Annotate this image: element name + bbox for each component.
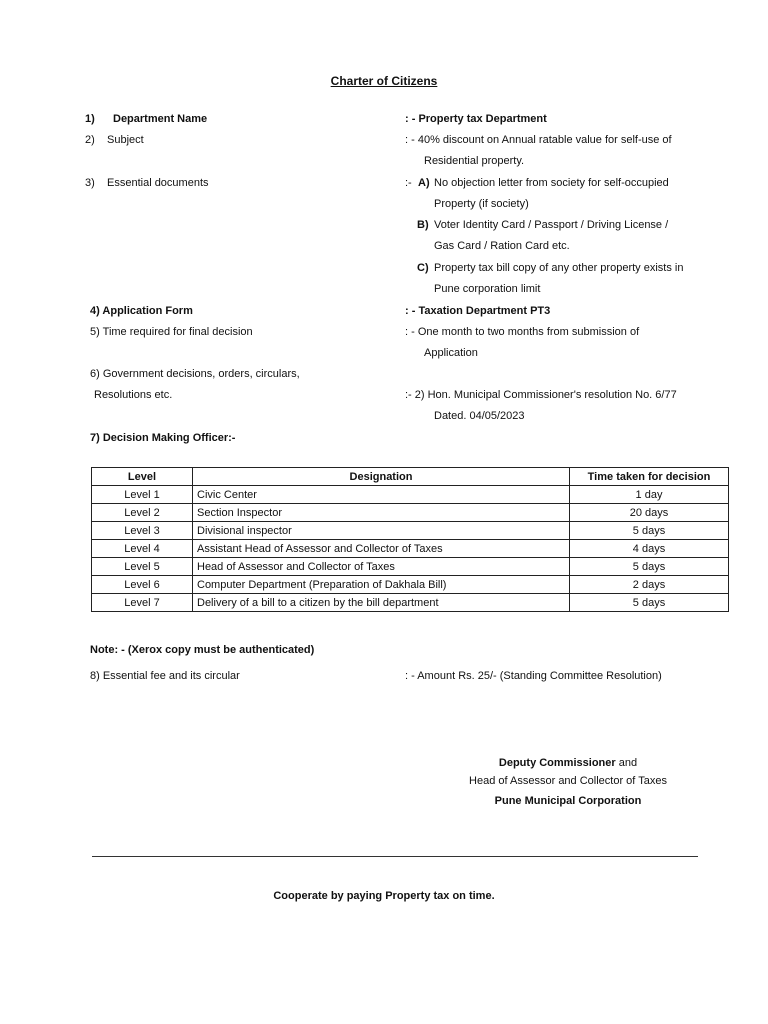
item2-value-line1: : - 40% discount on Annual ratable value for self-use of xyxy=(405,134,672,146)
cell-designation: Divisional inspector xyxy=(193,522,570,540)
divider-line xyxy=(92,856,698,857)
cell-time: 5 days xyxy=(570,522,729,540)
item6-label-line1: 6) Government decisions, orders, circulars, xyxy=(90,368,300,380)
item8-label: 8) Essential fee and its circular xyxy=(90,670,240,682)
cell-designation: Section Inspector xyxy=(193,504,570,522)
item3-a-marker: A) xyxy=(418,177,430,189)
cell-designation: Head of Assessor and Collector of Taxes xyxy=(193,558,570,576)
item3-c-line2: Pune corporation limit xyxy=(434,283,541,295)
item3-prefix: :- xyxy=(405,177,412,189)
cell-level: Level 4 xyxy=(92,540,193,558)
table-row xyxy=(92,522,729,540)
table-row xyxy=(92,576,729,594)
signature-title: Deputy Commissioner xyxy=(498,757,616,769)
item8-value: : - Amount Rs. 25/- (Standing Committee Resolution) xyxy=(405,670,662,682)
document-title: Charter of Citizens xyxy=(330,74,438,88)
signature-line3: Pune Municipal Corporation xyxy=(494,795,642,807)
item3-label: Essential documents xyxy=(107,177,209,189)
cell-designation: Civic Center xyxy=(193,486,570,504)
item4-label: 4) Application Form xyxy=(90,305,193,317)
item3-b-marker: B) xyxy=(417,219,429,231)
item2-value-line2: Residential property. xyxy=(424,155,525,167)
item2-label: Subject xyxy=(107,134,144,146)
header-time: Time taken for decision xyxy=(570,468,729,486)
cell-level: Level 6 xyxy=(92,576,193,594)
header-level: Level xyxy=(92,468,193,486)
footer-slogan: Cooperate by paying Property tax on time. xyxy=(273,890,495,902)
table-row xyxy=(92,486,729,504)
table-row xyxy=(92,594,729,612)
item1-label: Department Name xyxy=(113,113,208,125)
table-row xyxy=(92,504,729,522)
cell-level: Level 5 xyxy=(92,558,193,576)
item3-c-marker: C) xyxy=(417,262,429,274)
cell-level: Level 1 xyxy=(92,486,193,504)
item3-a-line1: No objection letter from society for self-occupied xyxy=(434,177,669,189)
table-row xyxy=(92,540,729,558)
item2-number: 2) xyxy=(85,134,95,146)
item5-label: 5) Time required for final decision xyxy=(90,326,253,338)
cell-level: Level 7 xyxy=(92,594,193,612)
signature-and: and xyxy=(615,757,638,769)
item1-number: 1) xyxy=(85,113,95,125)
item4-value: : - Taxation Department PT3 xyxy=(405,305,551,317)
item7-label: 7) Decision Making Officer:- xyxy=(90,432,236,444)
cell-time: 2 days xyxy=(570,576,729,594)
cell-time: 20 days xyxy=(570,504,729,522)
item6-value-line2: Dated. 04/05/2023 xyxy=(434,410,525,422)
item5-value-line1: : - One month to two months from submission of xyxy=(405,326,640,338)
cell-designation: Delivery of a bill to a citizen by the bill department xyxy=(193,594,570,612)
note-text: Note: - (Xerox copy must be authenticated) xyxy=(90,644,315,656)
item5-value-line2: Application xyxy=(424,347,478,359)
cell-designation: Assistant Head of Assessor and Collector of Taxes xyxy=(193,540,570,558)
cell-time: 4 days xyxy=(570,540,729,558)
cell-designation: Computer Department (Preparation of Dakhala Bill) xyxy=(193,576,570,594)
item3-b-line1: Voter Identity Card / Passport / Driving License / xyxy=(434,219,669,231)
cell-level: Level 2 xyxy=(92,504,193,522)
item3-number: 3) xyxy=(85,177,95,189)
header-designation: Designation xyxy=(193,468,570,486)
cell-time: 1 day xyxy=(570,486,729,504)
decision-officer-table xyxy=(91,467,729,612)
item3-c-line1: Property tax bill copy of any other property exists in xyxy=(434,262,684,274)
cell-time: 5 days xyxy=(570,558,729,576)
item6-value-line1: :- 2) Hon. Municipal Commissioner's resolution No. 6/77 xyxy=(405,389,677,401)
table-row xyxy=(92,558,729,576)
item3-b-line2: Gas Card / Ration Card etc. xyxy=(434,240,570,252)
item6-label-line2: Resolutions etc. xyxy=(94,389,173,401)
signature-line1 xyxy=(418,757,718,769)
signature-line2: Head of Assessor and Collector of Taxes xyxy=(469,775,667,787)
cell-time: 5 days xyxy=(570,594,729,612)
item3-a-line2: Property (if society) xyxy=(434,198,529,210)
table-header-row xyxy=(92,468,729,486)
cell-level: Level 3 xyxy=(92,522,193,540)
item1-value: : - Property tax Department xyxy=(405,113,547,125)
